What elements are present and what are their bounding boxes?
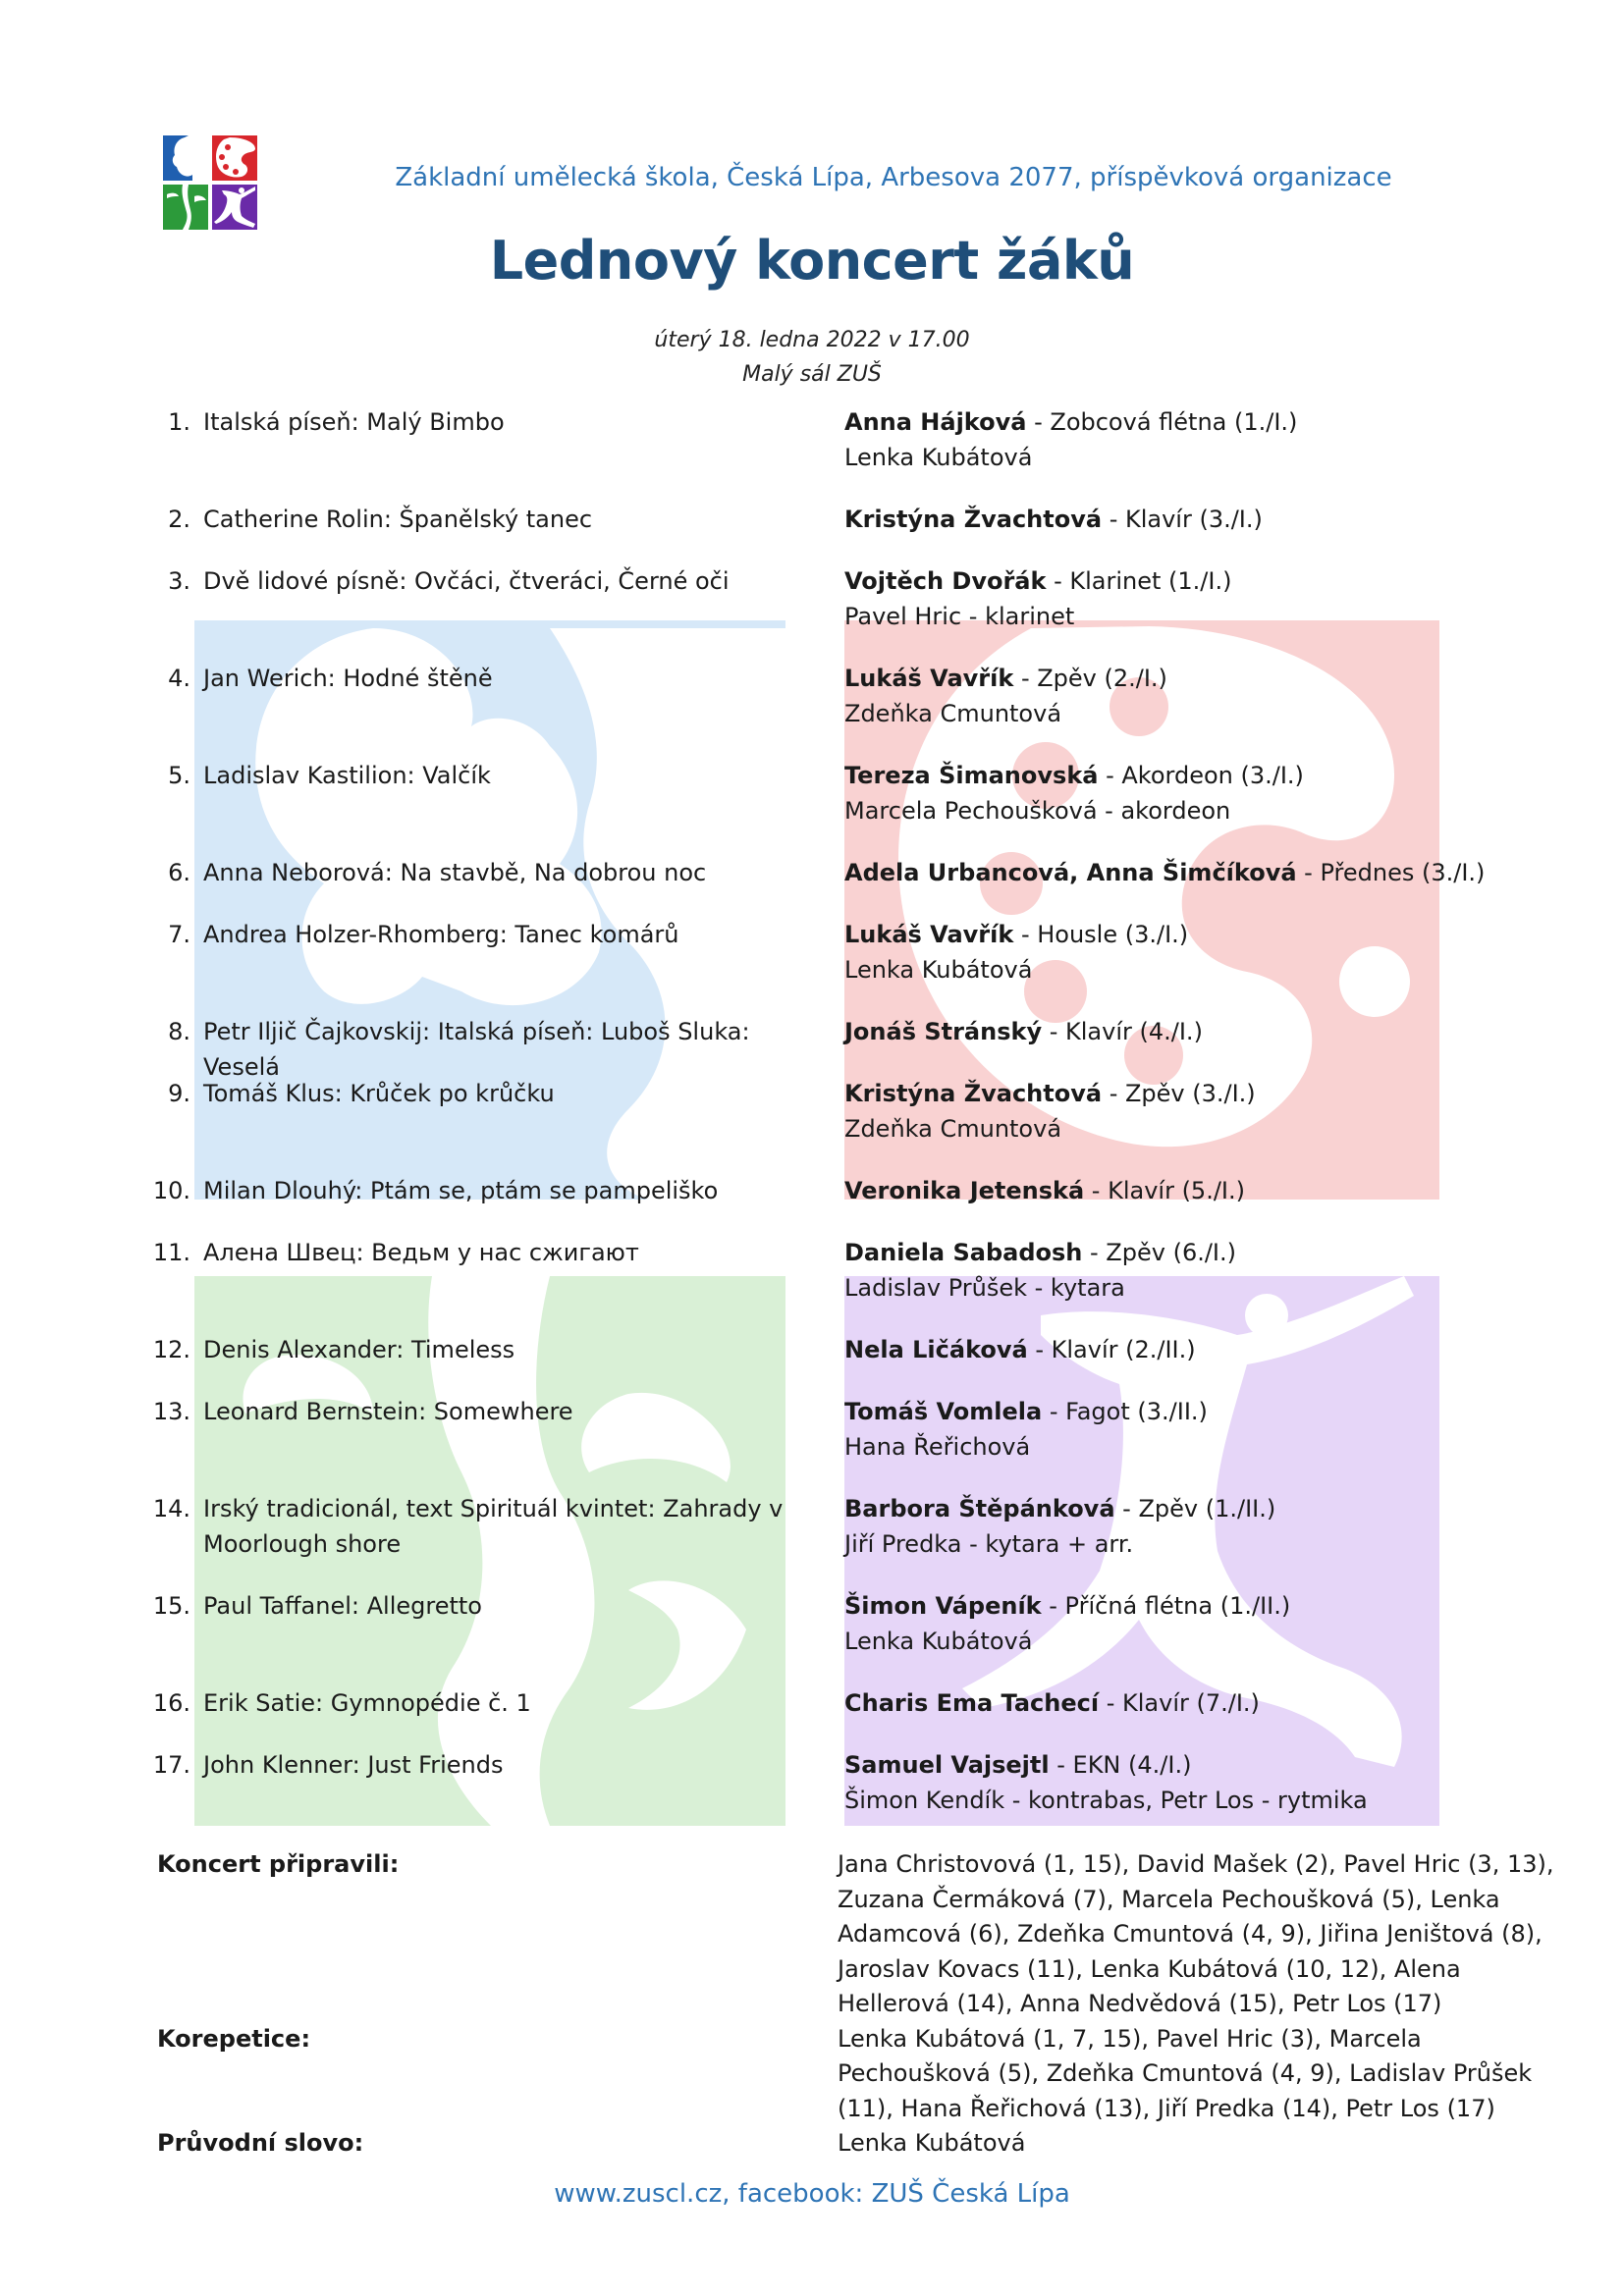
program-item — [0, 404, 1624, 502]
performer-detail: - Zpěv (2./I.) — [1013, 665, 1167, 692]
program-item — [0, 917, 1624, 1014]
program-item-performers — [844, 1014, 1591, 1049]
logo-music-icon — [163, 135, 208, 181]
program-item-piece: Leonard Bernstein: Somewhere — [203, 1398, 573, 1425]
program-item — [0, 758, 1624, 855]
program-item — [0, 1235, 1624, 1332]
program-item-number: 2. — [168, 506, 190, 533]
program-item-piece: Anna Neborová: Na stavbě, Na dobrou noc — [203, 859, 707, 886]
program-item-performers — [844, 1394, 1591, 1465]
program-item — [0, 1491, 1624, 1588]
accompanist: Lenka Kubátová — [844, 1628, 1033, 1655]
program-item-performers — [844, 1332, 1591, 1367]
program-item-piece: Ladislav Kastilion: Valčík — [203, 762, 491, 789]
program-item-piece: Dvě lidové písně: Ovčáci, čtveráci, Černé oči — [203, 567, 730, 595]
page-title: Lednový koncert žáků — [489, 230, 1135, 292]
logo-masks-icon — [163, 185, 208, 230]
program-item-number: 8. — [168, 1018, 190, 1045]
performer-name: Lukáš Vavřík — [844, 665, 1014, 692]
program-item-number: 12. — [152, 1336, 190, 1363]
program-item — [0, 502, 1624, 563]
accompanist: Zdeňka Cmuntová — [844, 1115, 1062, 1143]
program-item-piece: Tomáš Klus: Krůček po krůčku — [203, 1080, 555, 1107]
program-item-piece: John Klenner: Just Friends — [203, 1751, 504, 1779]
program-item — [0, 1076, 1624, 1173]
performer-detail: - EKN (4./I.) — [1049, 1751, 1192, 1779]
performer-name: Nela Ličáková — [844, 1336, 1028, 1363]
performer-name: Daniela Sabadosh — [844, 1239, 1083, 1266]
program-item-piece: Irský tradicionál, text Spirituál kvintet: Zahrady v Moorlough shore — [203, 1495, 784, 1558]
program-item — [0, 1685, 1624, 1747]
credit-speech-label: Průvodní slovo: — [157, 2129, 364, 2157]
credit-repetition — [0, 2022, 1624, 2127]
program-item-number: 4. — [168, 665, 190, 692]
program-item-piece: Petr Iljič Čajkovskij: Italská píseň: Luboš Sluka: Veselá — [203, 1018, 750, 1081]
program-item-number: 15. — [152, 1592, 190, 1620]
program-item-piece: Milan Dlouhý: Ptám se, ptám se pampeliško — [203, 1177, 719, 1204]
performer-detail: - Housle (3./I.) — [1013, 921, 1189, 948]
program-item-number: 13. — [152, 1398, 190, 1425]
logo-dancer-icon — [212, 185, 257, 230]
program-item-performers — [844, 1491, 1591, 1562]
program-item-piece: Italská píseň: Malý Bimbo — [203, 408, 505, 436]
program-item-performers — [844, 1076, 1591, 1147]
accompanist: Hana Řeřichová — [844, 1433, 1031, 1461]
concert-date: úterý 18. ledna 2022 v 17.00 — [654, 328, 970, 352]
performer-name: Anna Hájková — [844, 408, 1027, 436]
performer-detail: - Příčná flétna (1./II.) — [1041, 1592, 1291, 1620]
program-item-piece: Andrea Holzer-Rhomberg: Tanec komárů — [203, 921, 679, 948]
program-item-performers — [844, 404, 1591, 475]
program-item-number: 10. — [152, 1177, 190, 1204]
performer-detail: - Zobcová flétna (1./I.) — [1026, 408, 1298, 436]
accompanist: Marcela Pechoušková - akordeon — [844, 797, 1231, 825]
program-item — [0, 1332, 1624, 1394]
program-item — [0, 855, 1624, 917]
performer-detail: - Fagot (3./II.) — [1042, 1398, 1208, 1425]
program-item — [0, 1588, 1624, 1685]
program-item-performers — [844, 661, 1591, 731]
concert-venue: Malý sál ZUŠ — [742, 362, 882, 387]
program-item-piece: Jan Werich: Hodné štěně — [203, 665, 493, 692]
program-item-number: 6. — [168, 859, 190, 886]
performer-name: Jonáš Stránský — [844, 1018, 1043, 1045]
program-item-performers — [844, 1588, 1591, 1659]
program-item-number: 14. — [152, 1495, 190, 1522]
program-item-number: 1. — [168, 408, 190, 436]
logo-palette-icon — [212, 135, 257, 181]
program-list — [0, 404, 1624, 1844]
program-item-number: 3. — [168, 567, 190, 595]
accompanist: Lenka Kubátová — [844, 956, 1033, 984]
performer-name: Adela Urbancová, Anna Šimčíková — [844, 859, 1297, 886]
performer-detail: - Přednes (3./I.) — [1296, 859, 1486, 886]
accompanist: Zdeňka Cmuntová — [844, 700, 1062, 727]
program-item-performers — [844, 758, 1591, 828]
program-item — [0, 1394, 1624, 1491]
performer-detail: - Zpěv (3./I.) — [1102, 1080, 1256, 1107]
program-item-performers — [844, 855, 1591, 890]
performer-name: Tereza Šimanovská — [844, 762, 1099, 789]
program-item-performers — [844, 1173, 1591, 1208]
program-item-performers — [844, 1685, 1591, 1721]
program-item-performers — [844, 563, 1591, 634]
program-item-piece: Paul Taffanel: Allegretto — [203, 1592, 482, 1620]
program-item-piece: Erik Satie: Gymnopédie č. 1 — [203, 1689, 531, 1717]
credit-prepared — [0, 1847, 1624, 2022]
accompanist: Jiří Predka - kytara + arr. — [844, 1530, 1134, 1558]
performer-detail: - Zpěv (6./I.) — [1082, 1239, 1236, 1266]
credit-speech-text: Lenka Kubátová — [838, 2129, 1026, 2157]
performer-detail: - Klavír (5./I.) — [1084, 1177, 1245, 1204]
school-name: Základní umělecká škola, Česká Lípa, Arbesova 2077, příspěvková organizace — [395, 163, 1392, 192]
performer-name: Tomáš Vomlela — [844, 1398, 1043, 1425]
performer-name: Šimon Vápeník — [844, 1592, 1042, 1620]
program-item-number: 17. — [152, 1751, 190, 1779]
school-logo — [163, 135, 257, 230]
performer-detail: - Akordeon (3./I.) — [1098, 762, 1304, 789]
credits-section — [0, 1847, 1624, 2162]
program-item-piece: Алена Швец: Ведьм у нас сжигают — [203, 1239, 639, 1266]
performer-name: Veronika Jetenská — [844, 1177, 1085, 1204]
performer-name: Vojtěch Dvořák — [844, 567, 1047, 595]
performer-name: Kristýna Žvachtová — [844, 1080, 1103, 1107]
program-item — [0, 1014, 1624, 1081]
credit-repetition-text: Lenka Kubátová (1, 7, 15), Pavel Hric (3), Marcela Pechoušková (5), Zdeňka Cmuntová (4, 9), Ladislav Průšek (11), Hana Řeřichová (13), Jiří Predka (14), Petr Los (17) — [838, 2024, 1533, 2122]
credit-speech — [0, 2126, 1624, 2162]
program-item-performers — [844, 502, 1591, 537]
accompanist: Ladislav Průšek - kytara — [844, 1274, 1125, 1302]
performer-name: Barbora Štěpánková — [844, 1495, 1115, 1522]
program-item — [0, 563, 1624, 661]
performer-detail: - Klavír (7./I.) — [1099, 1689, 1260, 1717]
credit-repetition-label: Korepetice: — [157, 2024, 311, 2053]
performer-detail: - Klarinet (1./I.) — [1046, 567, 1232, 595]
program-item-number: 5. — [168, 762, 190, 789]
footer-links[interactable]: www.zuscl.cz, facebook: ZUŠ Česká Lípa — [554, 2179, 1070, 2209]
performer-name: Samuel Vajsejtl — [844, 1751, 1050, 1779]
performer-name: Kristýna Žvachtová — [844, 506, 1103, 533]
program-item-piece: Denis Alexander: Timeless — [203, 1336, 515, 1363]
program-item-number: 11. — [152, 1239, 190, 1266]
performer-name: Lukáš Vavřík — [844, 921, 1014, 948]
credit-prepared-text: Jana Christovová (1, 15), David Mašek (2), Pavel Hric (3, 13), Zuzana Čermáková (7), Marcela Pechoušková (5), Lenka Adamcová (6), Zdeňka Cmuntová (4, 9), Jiřina Jeništová (8), Jaroslav Kovacs (11), Lenka Kubátová (10, 12), Alena Hellerová (14), Anna Nedvědová (15), Petr Los (17) — [838, 1850, 1554, 2017]
performer-detail: - Klavír (2./II.) — [1027, 1336, 1196, 1363]
accompanist: Šimon Kendík - kontrabas, Petr Los - rytmika — [844, 1787, 1368, 1814]
performer-name: Charis Ema Tachecí — [844, 1689, 1100, 1717]
program-item — [0, 1173, 1624, 1235]
program-item-performers — [844, 1747, 1591, 1818]
program-item-number: 9. — [168, 1080, 190, 1107]
performer-detail: - Zpěv (1./II.) — [1114, 1495, 1276, 1522]
program-item-performers — [844, 1235, 1591, 1306]
program-item-piece: Catherine Rolin: Španělský tanec — [203, 506, 593, 533]
performer-detail: - Klavír (3./I.) — [1102, 506, 1263, 533]
performer-detail: - Klavír (4./I.) — [1042, 1018, 1203, 1045]
program-item-number: 16. — [152, 1689, 190, 1717]
program-item-number: 7. — [168, 921, 190, 948]
accompanist: Pavel Hric - klarinet — [844, 603, 1075, 630]
accompanist: Lenka Kubátová — [844, 444, 1033, 471]
program-item — [0, 1747, 1624, 1844]
program-item-performers — [844, 917, 1591, 988]
program-item — [0, 661, 1624, 758]
credit-prepared-label: Koncert připravili: — [157, 1850, 400, 1878]
